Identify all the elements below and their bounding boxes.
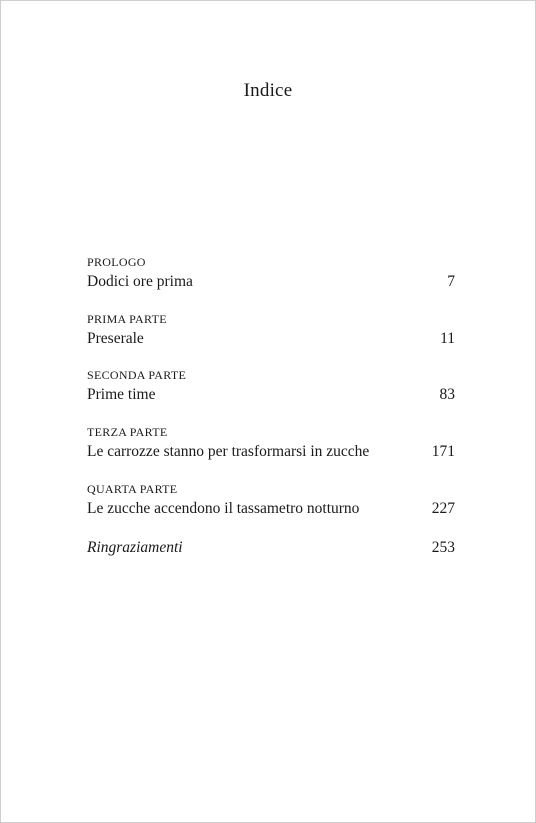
chapter-title: Le carrozze stanno per trasformarsi in zucche (87, 443, 370, 460)
toc-line (87, 442, 455, 462)
part-label: TERZA PARTE (87, 425, 168, 439)
part-label: PROLOGO (87, 255, 146, 269)
toc-entry-prima-parte (87, 312, 455, 349)
toc-entry-seconda-parte (87, 368, 455, 405)
chapter-title: Le zucche accendono il tassametro notturno (87, 500, 360, 517)
part-label: SECONDA PARTE (87, 368, 187, 382)
chapter-title: Prime time (87, 386, 156, 403)
toc-line (87, 272, 455, 292)
toc-entry-ringraziamenti (87, 535, 455, 558)
chapter-title: Ringraziamenti (87, 539, 183, 556)
page-number: 227 (431, 500, 455, 517)
chapter-title: Dodici ore prima (87, 273, 193, 290)
chapter-title: Preserale (87, 330, 144, 347)
toc-line (87, 499, 455, 519)
page-number: 7 (447, 273, 455, 290)
toc-entry-prologo (87, 255, 455, 292)
part-label: QUARTA PARTE (87, 482, 178, 496)
part-label: PRIMA PARTE (87, 312, 167, 326)
page-number: 83 (439, 386, 455, 403)
page-number: 11 (440, 330, 455, 347)
toc-line (87, 538, 455, 558)
toc-line (87, 329, 455, 349)
toc-line (87, 385, 455, 405)
toc-entry-quarta-parte (87, 482, 455, 519)
page-title: Indice (243, 80, 293, 101)
page-number: 253 (431, 539, 455, 556)
page-number: 171 (431, 443, 455, 460)
toc-entry-terza-parte (87, 425, 455, 462)
